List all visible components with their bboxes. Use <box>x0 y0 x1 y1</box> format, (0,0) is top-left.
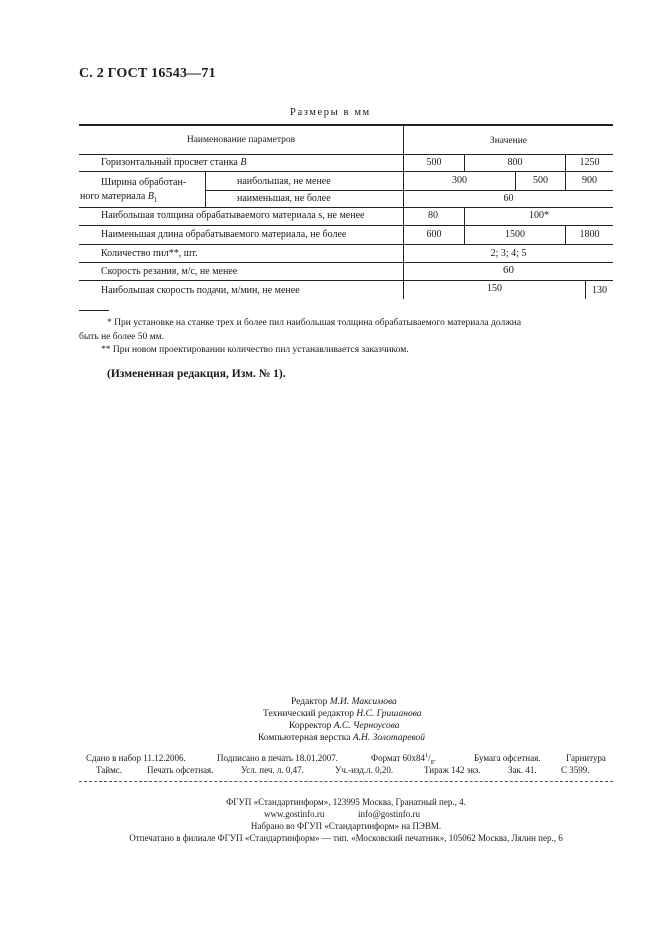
amendment-note: (Измененная редакция, Изм. № 1). <box>107 368 286 380</box>
imprint-typeface-name: Таймс. <box>96 765 123 775</box>
width-max-label: наибольшая, не менее <box>237 176 331 187</box>
feed-value: 130 <box>592 285 607 296</box>
row-divider <box>79 207 613 208</box>
row-divider <box>205 190 613 191</box>
publisher-email: info@gostinfo.ru <box>358 809 421 819</box>
param-column-header: Наименование параметров <box>186 135 296 145</box>
imprint-sent: Сдано в набор 11.12.2006. <box>86 753 186 763</box>
publisher-address: ФГУП «Стандартинформ», 123995 Москва, Гранатный пер., 4. <box>226 797 466 807</box>
page-header: С. 2 ГОСТ 16543—71 <box>79 66 216 81</box>
credit-tech-editor: Технический редактор Н.С. Гришанова <box>263 709 422 719</box>
length-label: Наименьшая длина обрабатываемого материала, не более <box>101 229 347 240</box>
imprint-paper: Бумага офсетная. <box>474 753 541 763</box>
gap-value: 800 <box>507 157 523 168</box>
width-max-value: 500 <box>533 175 548 186</box>
table-top-rule <box>79 124 613 126</box>
speed-value: 60 <box>503 264 514 276</box>
value-column-header: Значение <box>489 136 528 146</box>
footnote-rule <box>79 310 109 311</box>
row-divider <box>79 171 613 172</box>
imprint-code: С 3599. <box>561 765 590 775</box>
thickness-value: 100* <box>529 210 549 221</box>
column-divider <box>205 171 206 207</box>
saws-label: Количество пил**, шт. <box>101 248 198 259</box>
width-max-value: 900 <box>582 175 597 186</box>
saws-value: 2; 3; 4; 5 <box>490 248 527 259</box>
feed-label: Наибольшая скорость подачи, м/мин, не менее <box>101 285 300 296</box>
footnote-2: ** При новом проектировании количество пил устанавливается заказчиком. <box>101 345 409 355</box>
feed-value: 150 <box>487 283 502 294</box>
imprint-run: Тираж 142 экз. <box>424 765 481 775</box>
typeset-note: Набрано во ФГУП «Стандартинформ» на ПЭВМ. <box>250 821 442 831</box>
imprint-typeface: Гарнитура <box>566 753 606 763</box>
imprint-format: Формат $60х84^1/_8$. <box>371 753 436 766</box>
credit-editor: Редактор М.И. Максимова <box>291 697 397 707</box>
printed-note: Отпечатано в филиале ФГУП «Стандартинформ» — тип. «Московский печатник», 105062 Москва, Лялин пер., 6 <box>129 833 563 843</box>
width-min-label: наименьшая, не более <box>237 193 331 204</box>
width-label-line1: Ширина обработан- <box>101 177 187 188</box>
imprint-sheets: Усл. печ. л. 0,47. <box>241 765 304 775</box>
length-value: 1500 <box>505 229 525 240</box>
credit-layout: Компьютерная верстка А.Н. Золотаревой <box>258 733 426 743</box>
credit-corrector: Корректор А.С. Черноусова <box>289 721 400 731</box>
publisher-website: www.gostinfo.ru <box>264 809 325 819</box>
footnote-1: * При установке на станке трех и более пил наибольшая толщина обрабатываемого материала должна <box>107 318 522 328</box>
row-divider <box>79 262 613 263</box>
units-caption: Размеры в мм <box>290 107 371 118</box>
row-divider <box>79 280 613 281</box>
width-label-line2: ного материала $B_1$ <box>80 191 158 204</box>
length-value: 600 <box>426 229 442 240</box>
row-divider <box>79 225 613 226</box>
width-max-value: 300 <box>452 175 467 186</box>
imprint-print: Печать офсетная. <box>147 765 214 775</box>
row-divider <box>79 244 613 245</box>
width-min-value: 60 <box>503 193 514 204</box>
gap-value: 500 <box>426 157 442 168</box>
thickness-label: Наибольшая толщина обрабатываемого материала s, не менее <box>101 210 365 221</box>
footnote-1-cont: быть не более 50 мм. <box>79 332 165 342</box>
imprint-signed: Подписано в печать 18.01.2007. <box>217 753 339 763</box>
table-header-rule <box>79 154 613 155</box>
imprint-rule <box>79 781 613 782</box>
gap-value: 1250 <box>579 157 600 168</box>
thickness-value: 80 <box>428 210 438 221</box>
gap-label: Горизонтальный просвет станка B <box>101 157 247 168</box>
length-value: 1800 <box>579 229 600 240</box>
imprint-edsheets: Уч.-изд.л. 0,20. <box>335 765 394 775</box>
imprint-order: Зак. 41. <box>508 765 537 775</box>
speed-label: Скорость резания, м/с, не менее <box>101 266 238 277</box>
